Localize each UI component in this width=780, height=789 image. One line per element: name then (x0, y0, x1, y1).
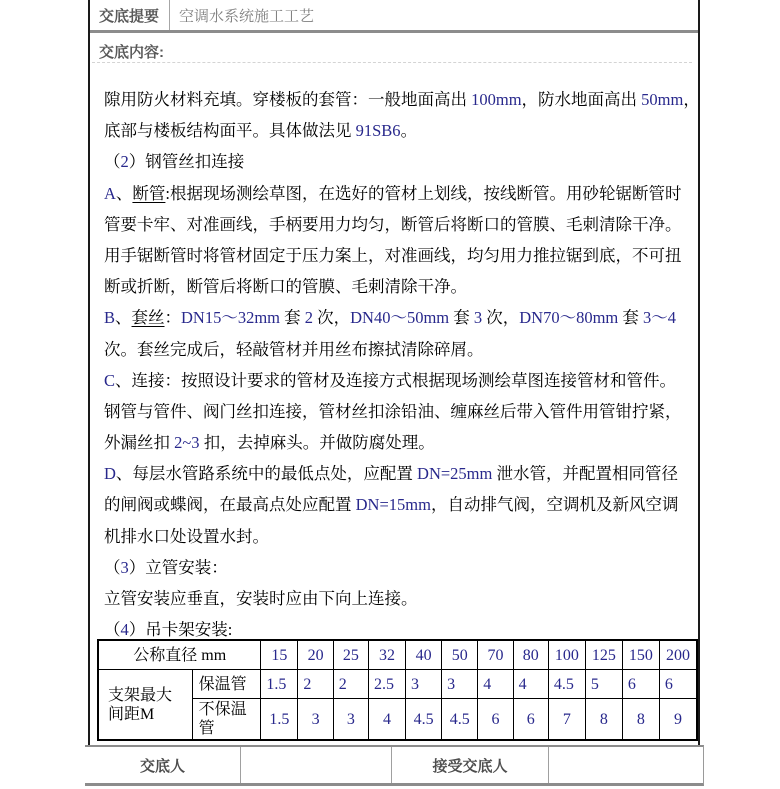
content-line: 立管安装应垂直，安装时应由下向上连接。 (104, 589, 418, 608)
content-line: C、连接：按照设计要求的管材及连接方式根据现场测绘草图连接管材和管件。 (104, 370, 677, 390)
diameter-value: 100 (548, 640, 585, 670)
diameter-header-label: 公称直径 mm (98, 640, 261, 670)
content-line: A、断管:根据现场测绘草图，在选好的管材上划线，按线断管。用砂轮锯断管时 (104, 183, 682, 203)
diameter-value: 150 (622, 640, 659, 670)
spacing-value: 1.5 (261, 699, 298, 741)
latin-text: 100mm (471, 90, 522, 109)
latin-text: 3 (120, 557, 129, 577)
spacing-value: 4.5 (442, 699, 478, 741)
row-group-label: 支架最大间距M (98, 670, 192, 741)
spacing-value: 3 (298, 699, 333, 741)
content-body (104, 84, 700, 645)
spacing-value: 4 (478, 670, 513, 699)
content-line: 外漏丝扣 2~3 扣，去掉麻头。并做防腐处理。 (104, 433, 435, 453)
spacing-value: 4 (369, 699, 406, 741)
content-section-label: 交底内容: (99, 44, 164, 61)
spacing-value: 2 (333, 670, 368, 699)
content-line: 隙用防火材料充填。穿楼板的套管：一般地面高出 100mm，防水地面高出 50mm， (104, 90, 700, 109)
diameter-value: 25 (333, 640, 368, 670)
spacing-value: 3 (333, 699, 368, 741)
content-line: 底部与楼板结构面平。具体做法见 91SB6。 (104, 121, 418, 141)
signature-row (85, 745, 704, 786)
latin-text: A (104, 183, 116, 203)
diameter-value: 200 (659, 640, 697, 670)
spacing-value: 2 (298, 670, 333, 699)
diameter-value: 80 (513, 640, 548, 670)
summary-label: 交底提要 (90, 0, 170, 30)
summary-value-label: 空调水系统施工工艺 (179, 7, 315, 25)
content-line: （4）吊卡架安装: (104, 620, 233, 640)
spacing-value: 4.5 (548, 670, 585, 699)
diameter-value: 40 (406, 640, 442, 670)
latin-text: 3 (473, 308, 483, 328)
latin-text: 2 (304, 308, 314, 328)
spacing-value: 6 (478, 699, 513, 741)
content-line: 的闸阀或蝶阀，在最高点处应配置 DN=15mm，自动排气阀，空调机及新风空调 (104, 495, 679, 515)
spacing-value: 9 (659, 699, 697, 741)
spacing-value: 3 (442, 670, 478, 699)
spacing-value: 4 (513, 670, 548, 699)
pipe-support-spacing-table (97, 639, 698, 741)
document-page (88, 0, 700, 757)
content-line: 用手锯断管时将管材固定于压力案上，对准画线，均匀用力推拉锯到底，不可扭 (104, 245, 682, 265)
underlined-term: 断管 (132, 183, 166, 203)
latin-text: 50mm (641, 90, 684, 109)
latin-text: DN15～32mm (181, 308, 281, 328)
latin-text: C (104, 370, 116, 390)
latin-text: DN=15mm (355, 495, 431, 515)
spacing-value: 1.5 (261, 670, 298, 699)
receiver-signature-cell[interactable] (549, 747, 703, 783)
latin-text: DN40～50mm (350, 308, 450, 328)
diameter-value: 125 (585, 640, 622, 670)
content-line: （3）立管安装： (104, 557, 228, 577)
latin-text: DN=25mm (417, 464, 493, 484)
spacing-value: 7 (548, 699, 585, 741)
spacing-value: 4.5 (406, 699, 442, 741)
diameter-value: 32 (369, 640, 406, 670)
latin-text: D (104, 464, 116, 484)
content-line: 机排水口处设置水封。 (104, 526, 269, 546)
header-row (90, 0, 698, 33)
content-line: 管要卡牢、对准画线，手柄要用力均匀，断管后将断口的管膜、毛刺清除干净。 (104, 214, 682, 234)
spacing-value: 6 (659, 670, 697, 699)
content-line: 断或折断，断管后将断口的管膜、毛刺清除干净。 (104, 277, 467, 297)
content-line: 次。套丝完成后，轻敲管材并用丝布擦拭清除碎屑。 (104, 339, 484, 359)
content-line: 钢管与管件、阀门丝扣连接，管材丝扣涂铅油、缠麻丝后带入管件用管钳拧紧， (104, 401, 682, 421)
latin-text: DN70～80mm (519, 308, 619, 328)
spacing-value: 3 (406, 670, 442, 699)
discloser-signature-cell[interactable] (241, 747, 392, 783)
content-line: D、每层水管路系统中的最低点处，应配置 DN=25mm 泄水管，并配置相同管径 (104, 464, 678, 484)
spacing-value: 2.5 (369, 670, 406, 699)
discloser-label: 交底人 (85, 747, 241, 783)
spacing-value: 5 (585, 670, 622, 699)
latin-text: 91SB6 (355, 121, 401, 141)
spacing-value: 8 (622, 699, 659, 741)
latin-text: B (104, 308, 116, 328)
diameter-value: 20 (298, 640, 333, 670)
latin-text: 3～4 (643, 308, 677, 328)
latin-text: 4 (120, 620, 129, 640)
spacing-value: 6 (513, 699, 548, 741)
content-line: （2）钢管丝扣连接 (104, 152, 245, 172)
diameter-value: 50 (442, 640, 478, 670)
spacing-value: 8 (585, 699, 622, 741)
row-label-non-insulated: 不保温管 (192, 699, 261, 741)
spacing-value: 6 (622, 670, 659, 699)
latin-text: 2~3 (174, 433, 200, 453)
receiver-label: 接受交底人 (392, 747, 549, 783)
content-line: B、套丝：DN15～32mm 套 2 次，DN40～50mm 套 3 次，DN70～80mm 套 3～4 (104, 308, 677, 328)
latin-text: 2 (120, 152, 129, 172)
row-label-insulated: 保温管 (192, 670, 261, 699)
diameter-value: 70 (478, 640, 513, 670)
diameter-value: 15 (261, 640, 298, 670)
dashed-divider (92, 62, 692, 63)
underlined-term: 套丝 (131, 308, 165, 328)
